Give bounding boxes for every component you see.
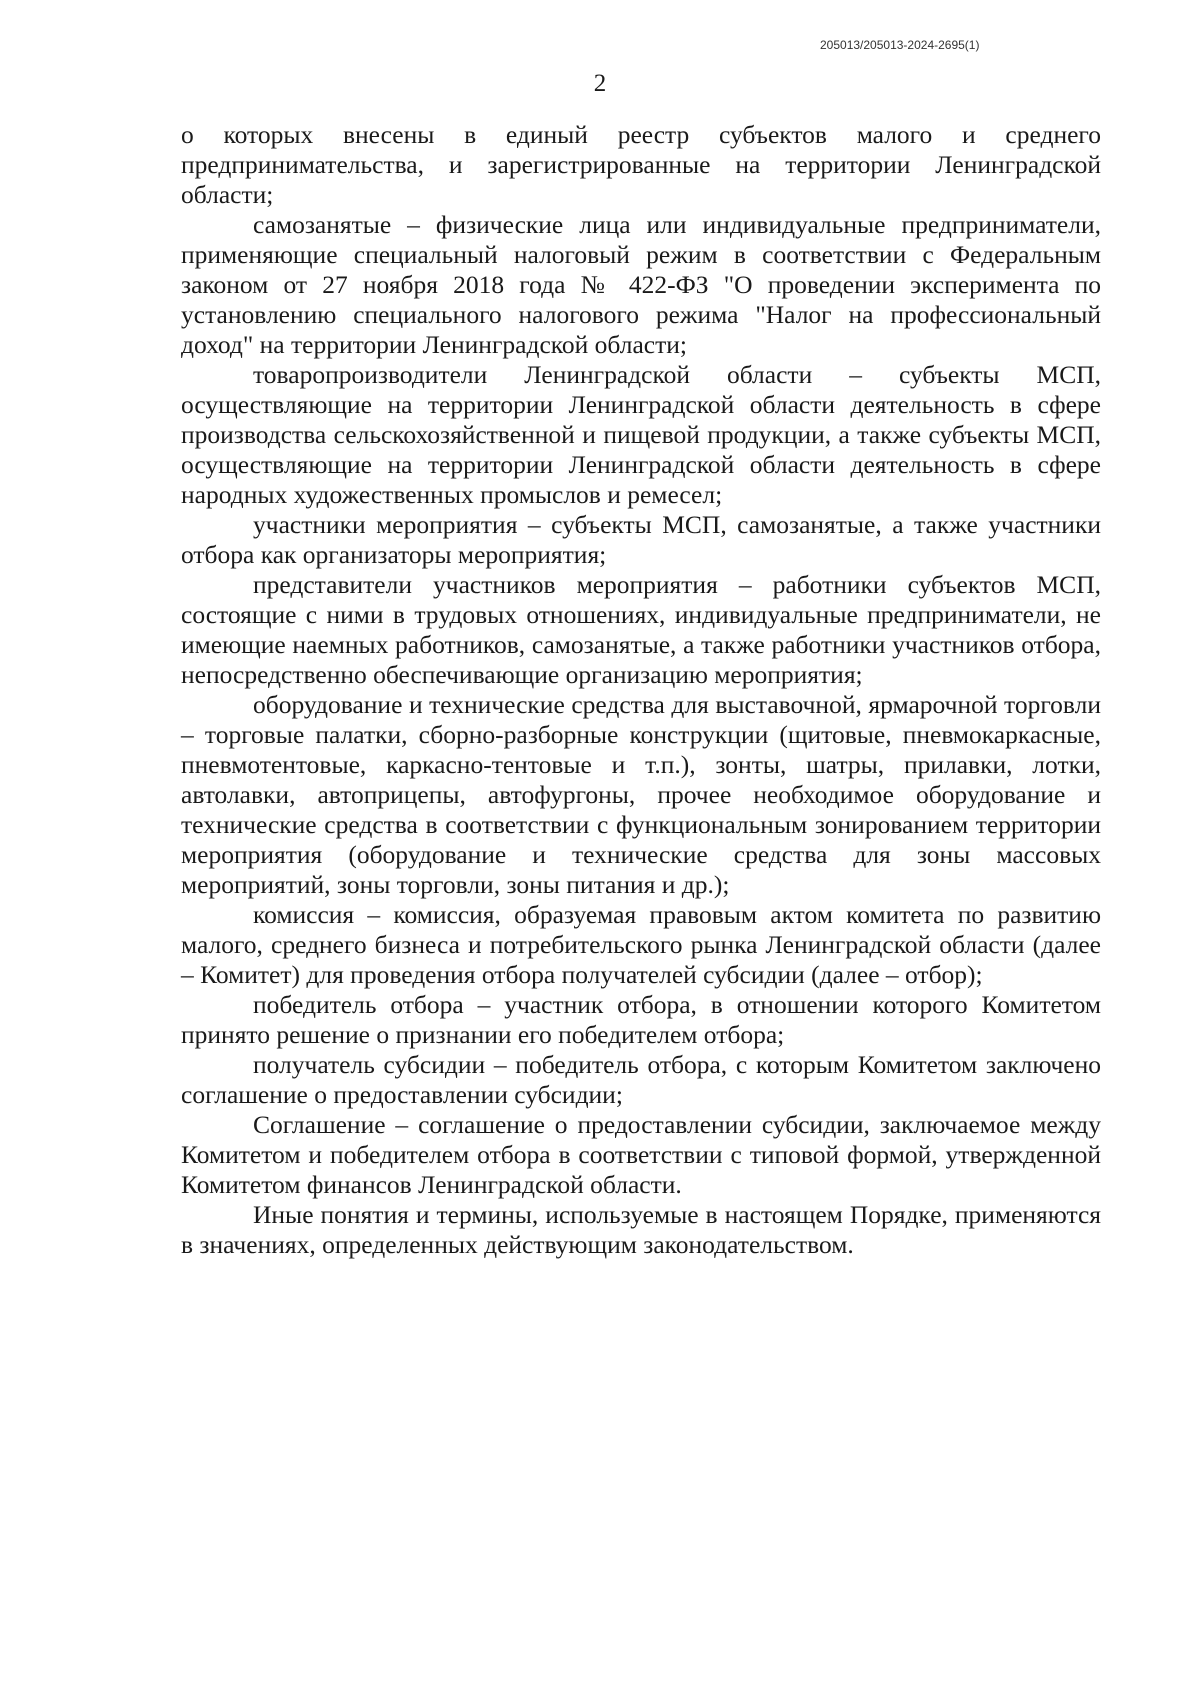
page-number: 2	[593, 70, 607, 97]
paragraph-commission: комиссия – комиссия, образуемая правовым актом комитета по развитию малого, среднего бизнеса и потребительского рынка Ленинградской области (далее – Комитет) для проведения отбора получателей субсидии (далее – отбор);	[181, 900, 1101, 989]
paragraph-participant-representatives: представители участников мероприятия – работники субъектов МСП, состоящие с ними в трудовых отношениях, индивидуальные предприниматели, не имеющие наемных работников, самозанятые, а также работники участников отбора, непосредственно обеспечивающие организацию мероприятия;	[181, 570, 1101, 689]
paragraph-equipment: оборудование и технические средства для выставочной, ярмарочной торговли – торговые палатки, сборно-разборные конструкции (щитовые, пневмокаркасные, пневмотентовые, каркасно-тентовые и т.п.), зонты, шатры, прилавки, лотки, автолавки, автоприцепы, автофургоны, прочее необходимое оборудование и технические средства в соответствии с функциональным зонированием территории мероприятия (оборудование и технические средства для зоны массовых мероприятий, зоны торговли, зоны питания и др.);	[181, 690, 1101, 899]
paragraph-self-employed: самозанятые – физические лица или индивидуальные предприниматели, применяющие специальный налоговый режим в соответствии с Федеральным законом от 27 ноября 2018 года № 422-ФЗ "О проведении эксперимента по установлению специального налогового режима "Налог на профессиональный доход" на территории Ленинградской области;	[181, 210, 1101, 359]
paragraph-other-terms: Иные понятия и термины, используемые в настоящем Порядке, применяются в значениях, определенных действующим законодательством.	[181, 1200, 1101, 1259]
document-body	[181, 120, 1101, 1260]
paragraph-subsidy-recipient: получатель субсидии – победитель отбора, с которым Комитетом заключено соглашение о предоставлении субсидии;	[181, 1050, 1101, 1109]
paragraph-event-participants: участники мероприятия – субъекты МСП, самозанятые, а также участники отбора как организаторы мероприятия;	[181, 510, 1101, 569]
paragraph-continuation: о которых внесены в единый реестр субъектов малого и среднего предпринимательства, и зарегистрированные на территории Ленинградской области;	[181, 120, 1101, 209]
paragraph-agreement: Соглашение – соглашение о предоставлении субсидии, заключаемое между Комитетом и победителем отбора в соответствии с типовой формой, утвержденной Комитетом финансов Ленинградской области.	[181, 1110, 1101, 1199]
paragraph-selection-winner: победитель отбора – участник отбора, в отношении которого Комитетом принято решение о признании его победителем отбора;	[181, 990, 1101, 1049]
paragraph-producers: товаропроизводители Ленинградской области – субъекты МСП, осуществляющие на территории Ленинградской области деятельность в сфере производства сельскохозяйственной и пищевой продукции, а также субъекты МСП, осуществляющие на территории Ленинградской области деятельность в сфере народных художественных промыслов и ремесел;	[181, 360, 1101, 509]
document-id: 205013/205013-2024-2695(1)	[820, 38, 980, 52]
